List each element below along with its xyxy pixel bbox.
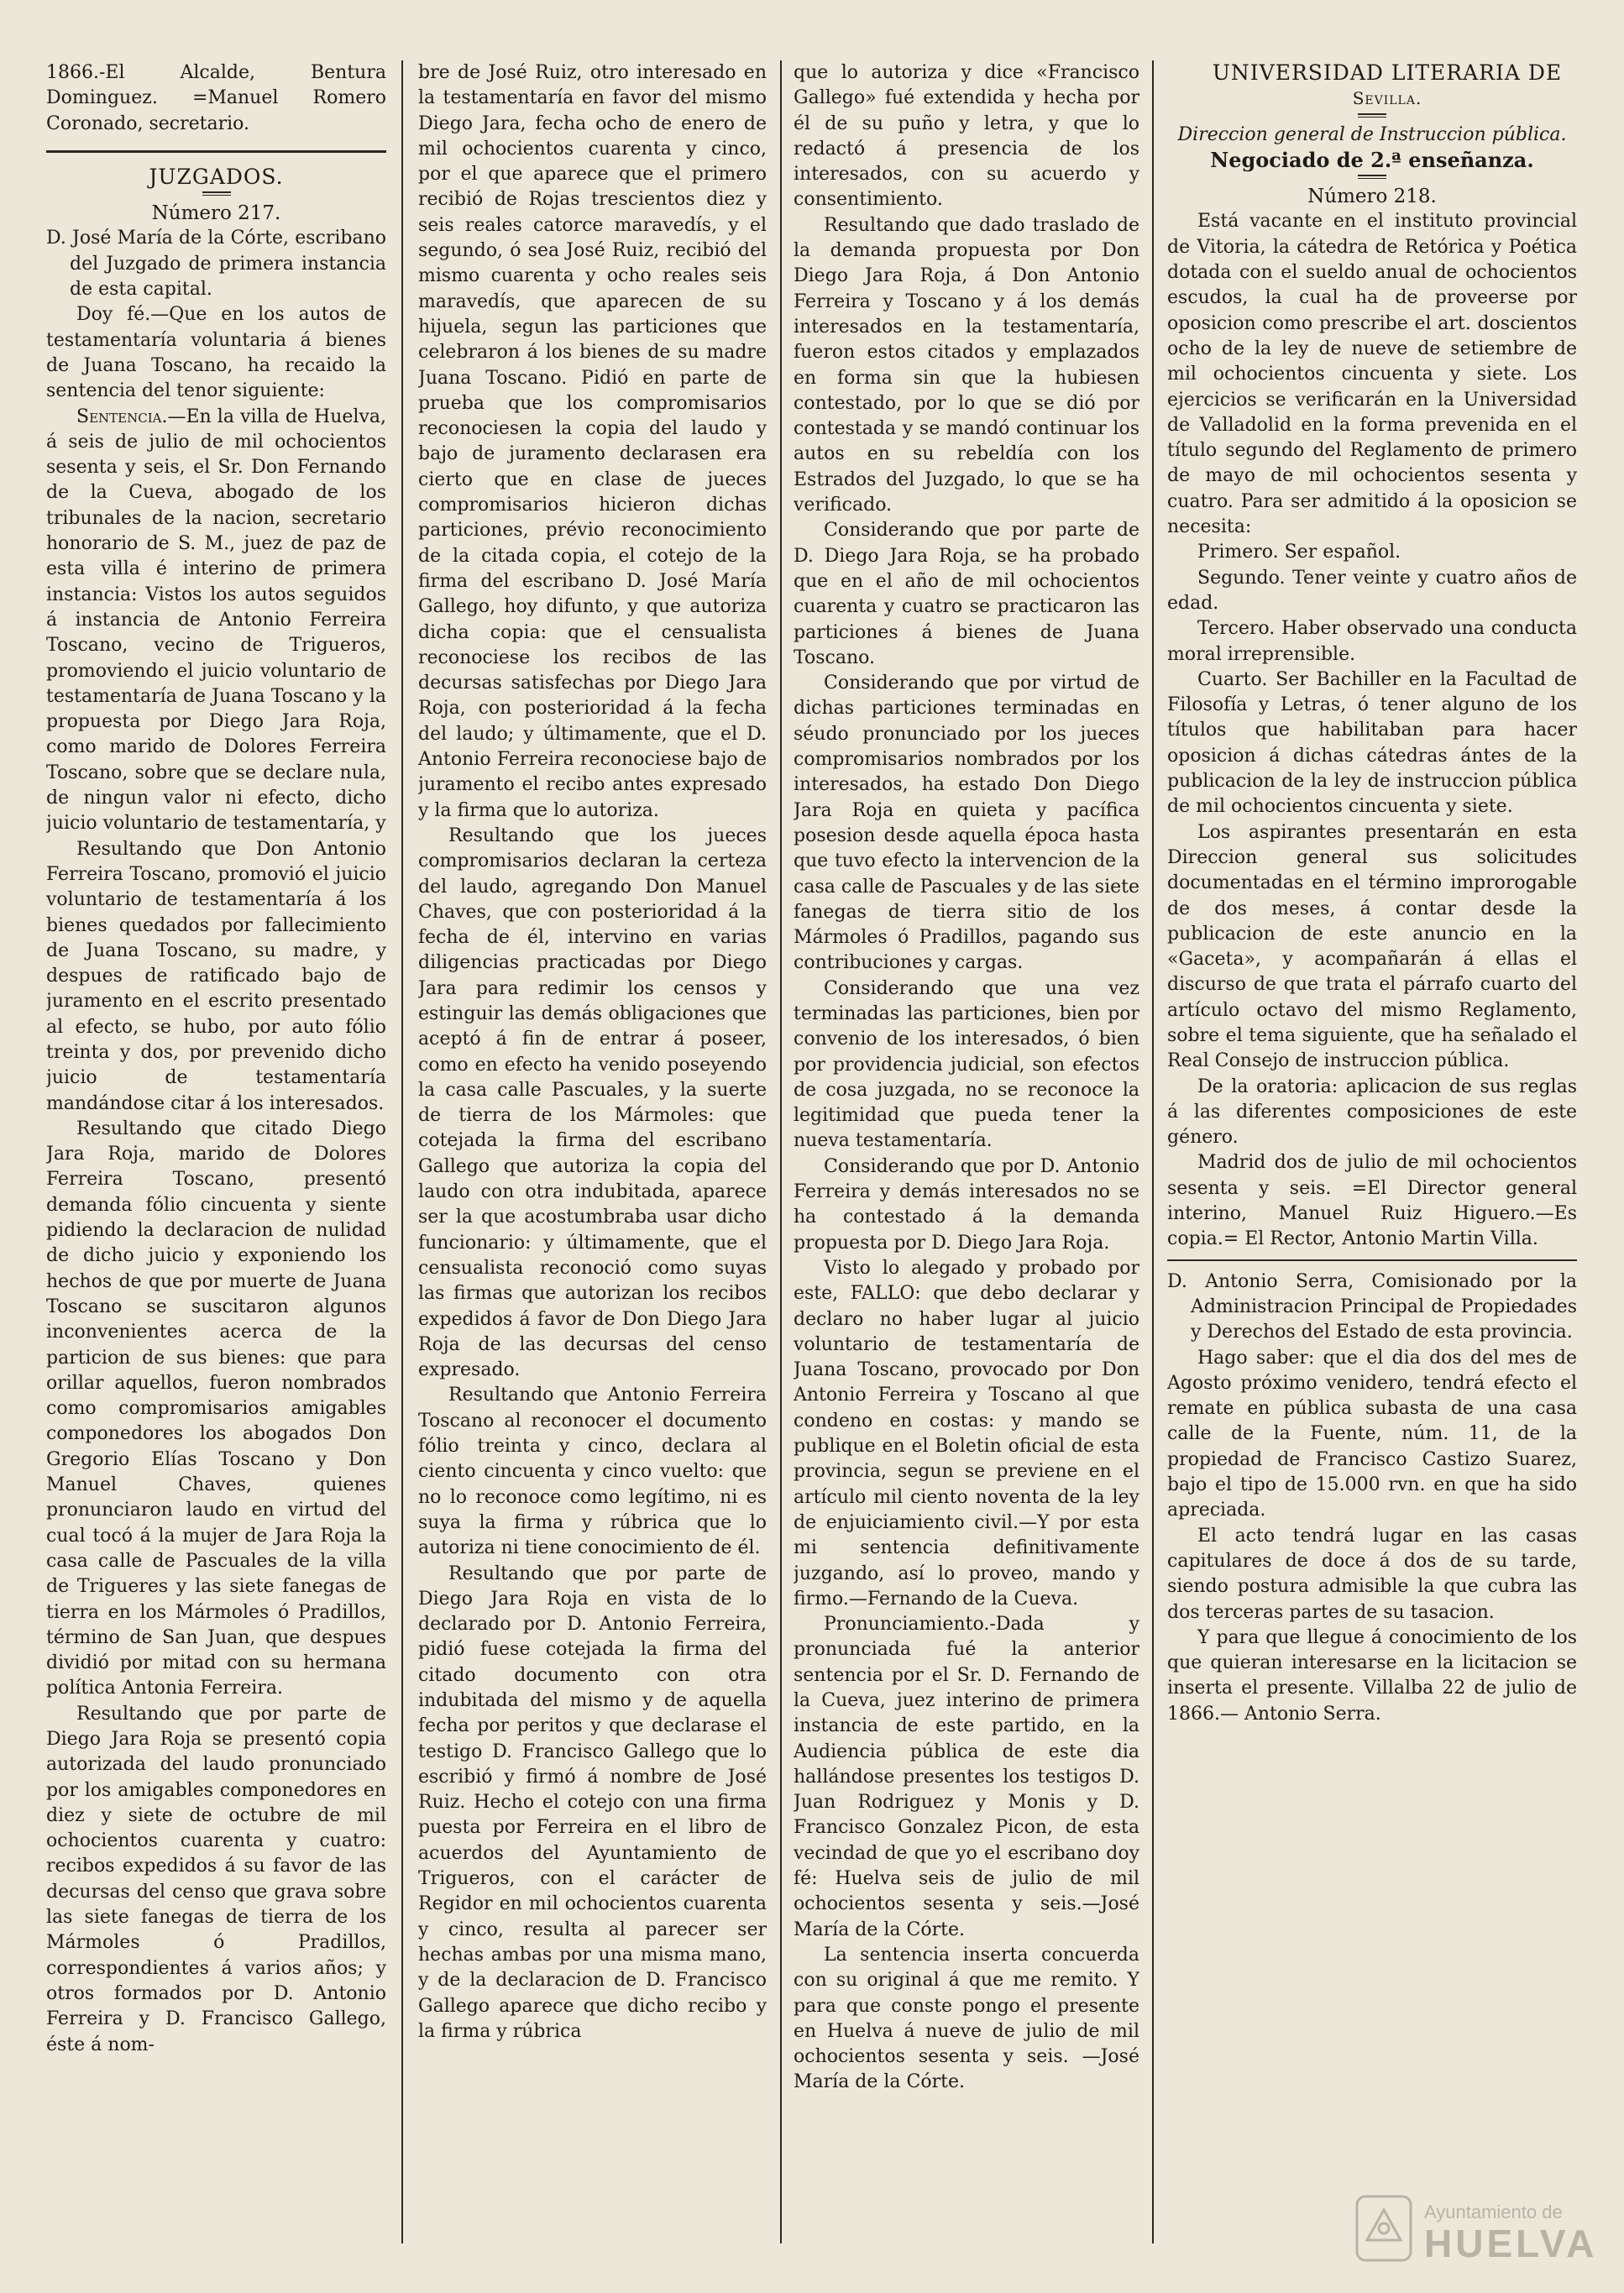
notice-divider	[1167, 1259, 1577, 1261]
sentencia-text: —En la villa de Huelva, á seis de julio de mil ochocientos sesenta y seis, el Sr. Don Fernando de la Cueva, abogado de los tribunales de la nacion, secretario honorario de S. M., juez de paz de esta villa é interino de primera instancia: Vistos los autos seguidos á instancia de Antonio Ferreira Toscano, vecino de Trigueros, promoviendo el juicio voluntario de testamentaría de Juana Toscano y la propuesta por Diego Jara Roja, como marido de Dolores Ferreira Toscano, sobre que se declare nula, de ningun valor ni efecto, dicho juicio voluntario de testamentaría, y	[46, 406, 386, 835]
column-rule	[780, 60, 782, 2243]
huelva-watermark-logo	[1352, 2190, 1604, 2267]
direccion-heading: Direccion general de Instruccion pública.	[1177, 123, 1567, 145]
paragraph: Considerando que por virtud de dichas particiones terminadas en séudo pronunciado por los jueces compromisarios nombrados por los interesados, ha estado Don Diego Jara Roja en quieta y pacífica posesion desde aquella época hasta que tuvo efecto la intervencion de la casa calle de Pascuales y de las siete fanegas de tierra sitio de los Mármoles ó Pradillos, pagando sus contribuciones y cargas.	[794, 673, 1139, 974]
paragraph: Hago saber: que el dia dos del mes de Agosto próximo venidero, tendrá efecto el remate en pública subasta de una casa calle de la Fuente, núm. 11, de la propiedad de Francisco Castizo Suarez, bajo el tipo de 15.000 rvn. en que ha sido apreciada.	[1167, 1347, 1577, 1521]
intro-signature: 1866.-El Alcalde, Bentura Dominguez. =Manuel Romero Coronado, secretario.	[46, 62, 386, 134]
crest-icon	[1357, 2196, 1411, 2260]
paragraph: Considerando que por parte de D. Diego Jara Roja, se ha probado que en el año de mil ochocientos cuarenta y cuatro se practicaron las particiones á bienes de Juana Toscano.	[794, 520, 1139, 668]
notice-number: Número 217.	[151, 202, 281, 225]
title-ornament	[1358, 113, 1386, 118]
watermark-line1: Ayuntamiento de	[1424, 2201, 1563, 2222]
paragraph: Doy fé.—Que en los autos de testamentaría voluntaria á bienes de Juana Toscano, ha recaido la sentencia del tenor siguiente:	[46, 304, 386, 402]
paragraph: bre de José Ruiz, otro interesado en la testamentaría en favor del mismo Diego Jara, fecha ocho de enero de mil ochocientos cuarenta y cinco, por el que aparece que el primero recibió de Rojas trescientos diez y seis reales catorce maravedís, y el segundo, ó sea José Ruiz, recibió del mismo cuarenta y ocho reales seis maravedís, que aparecen de su hijuela, segun las particiones que celebraron á los bienes de su madre Juana Toscano. Pidió en parte de prueba que los compromisarios reconociesen la copia del laudo y bajo de juramento declarasen era cierto que en clase de jueces compromisarios hicieron dichas particiones, prévio reconocimiento de la citada copia, el cotejo de la firma del escribano D. José María Gallego, hoy difunto, y que autoriza dicha copia: que el censualista reconociese los recibos de las decursas satisfechas por Diego Jara Roja, con posterioridad á la fecha del laudo; y últimamente, que el D. Antonio Ferreira reconociese bajo de juramento el recibo antes expresado y la firma que lo autoriza.	[418, 62, 767, 821]
section-title: JUZGADOS.	[149, 164, 284, 189]
paragraph: Segundo. Tener veinte y cuatro años de edad.	[1167, 567, 1577, 614]
paragraph	[46, 405, 386, 837]
column-rule	[401, 60, 403, 2243]
paragraph: Resultando que Antonio Ferreira Toscano al reconocer el documento fólio treinta y cinco, declara al ciento cincuenta y cinco vuelto: que no lo reconoce como legítimo, ni es suya la firma y rúbrica que lo autoriza ni tiene conocimiento de él.	[418, 1385, 767, 1559]
paragraph: Resultando que por parte de Diego Jara Roja se presentó copia autorizada del laudo pronunciado por los amigables componedores en diez y siete de octubre de mil ochocientos cuarenta y cuatro: recibos expedidos á su favor de las decursas del censo que grava sobre las siete fanegas de tierra de los Mármoles ó Pradillos, correspondientes á varios años; y otros formados por D. Antonio Ferreira y D. Francisco Gallego, éste á nom-	[46, 1703, 386, 2055]
paragraph: Los aspirantes presentarán en esta Direccion general sus solicitudes documentadas en el término improrogable de dos meses, á contar desde la publicacion de este anuncio en la «Gaceta», y acompañarán á ellas el discurso de que trata el párrafo cuarto del artículo octavo del mismo Reglamento, sobre el tema siguiente, que ha señalado el Real Consejo de instruccion pública.	[1167, 821, 1577, 1072]
watermark-line2: HUELVA	[1424, 2222, 1598, 2265]
paragraph: Resultando que por parte de Diego Jara Roja en vista de lo declarado por D. Antonio Ferreira, pidió fuese cotejada la firma del citado documento con otra indubitada del mismo y de aquella fecha por peritos y que declarase el testigo D. Francisco Gallego que lo escribió y firmó á nombre de José Ruiz. Hecho el cotejo con una firma puesta por Ferreira en el libro de acuerdos del Ayuntamiento de Trigueros, con el carácter de Regidor en mil ochocientos cuarenta y cinco, resulta al parecer ser hechas ambas por una misma mano, y de la declaracion de D. Francisco Gallego aparece que dicho recibo y la firma y rúbrica	[418, 1563, 767, 2042]
paragraph: Resultando que citado Diego Jara Roja, marido de Dolores Ferreira Toscano, presentó demanda fólio cincuenta y siente pidiendo la declaracion de nulidad de dicho juicio y exponiendo los hechos de que por muerte de Juana Toscano se suscitaron algunos inconvenientes acerca de la particion de sus bienes: que para orillar aquellos, fueron nombrados como compromisarios amigables componedores los abogados Don Gregorio Elías Toscano y Don Manuel Chaves, quienes pronunciaron laudo en virtud del cual tocó á la mujer de Jara Roja la casa calle de Pascuales de la villa de Trigueres y las siete fanegas de tierra en los Mármoles ó Pradillos, término de San Juan, que despues dividió por mitad con su hermana política Antonia Ferreira.	[46, 1118, 386, 1699]
column-4	[1167, 60, 1577, 2243]
paragraph: Considerando que una vez terminadas las particiones, bien por convenio de los interesados, ó bien por providencia judicial, son efectos de cosa juzgada, no se reconoce la legitimidad que pueda tener la nueva testamentaría.	[794, 977, 1139, 1152]
title-ornament	[202, 191, 231, 196]
notice-number: Número 218.	[1307, 186, 1437, 208]
paragraph: Resultando que Don Antonio Ferreira Toscano, promovió el juicio voluntario de testamentaría á los bienes quedados por fallecimiento de Juana Toscano, su madre, y despues de ratificado bajo de juramento en el escrito presentado al efecto, se hubo, por auto fólio treinta y dos, por prevenido dicho juicio de testamentaría mandándose citar á los interesados.	[46, 838, 386, 1114]
paragraph: Resultando que dado traslado de la demanda propuesta por Don Diego Jara Roja, á Don Antonio Ferreira y Toscano y á los demás interesados en la testamentaría, fueron estos citados y emplazados en forma sin que la hubiesen contestado, por lo que se dió por contestada y se mandó continuar los autos en su rebeldía con los Estrados del Juzgado, lo que se ha verificado.	[794, 214, 1139, 516]
paragraph: D. Antonio Serra, Comisionado por la Administracion Principal de Propiedades y Derechos del Estado de esta provincia.	[1167, 1270, 1577, 1343]
section-divider	[46, 150, 386, 153]
paragraph: Considerando que por D. Antonio Ferreira y demás interesados no se ha contestado á la demanda propuesta por D. Diego Jara Roja.	[794, 1155, 1139, 1254]
paragraph: Visto lo alegado y probado por este, FALLO: que debo declarar y declaro no haber lugar al juicio voluntario de testamentaría de Juana Toscano, provocado por Don Antonio Ferreira y Toscano al que condeno en costas: y mando se publique en el Boletin oficial de esta provincia, segun se previene en el artículo mil ciento noventa de la ley de enjuiciamiento civil.—Y por esta mi sentencia definitivamente juzgando, así lo proveo, mando y firmo.—Fernando de la Cueva.	[794, 1257, 1139, 1610]
paragraph: Cuarto. Ser Bachiller en la Facultad de Filosofía y Letras, ó tener alguno de los títulos que habilitaban para hacer oposicion á dichas cátedras ántes de la publicacion de la ley de instruccion pública de mil ochocientos cincuenta y siete.	[1167, 668, 1577, 818]
negociado-heading: Negociado de 2.ª enseñanza.	[1210, 147, 1534, 172]
paragraph: D. José María de la Córte, escribano del Juzgado de primera instancia de esta capital.	[46, 228, 386, 301]
paragraph: Está vacante en el instituto provincial de Vitoria, la cátedra de Retórica y Poética dotada con el sueldo anual de ochocientos escudos, la cual ha de proveerse por oposicion como prescribe el art. doscientos ocho de la ley de nueve de setiembre de mil ochocientos cincuenta y siete. Los ejercicios se verificarán en la Universidad de Valladolid en la forma prevenida en el título segundo del Reglamento de primero de mayo de mil ochocientos sesenta y cuatro. Para ser admitido á la oposicion se necesita:	[1167, 211, 1577, 538]
paragraph: Madrid dos de julio de mil ochocientos sesenta y seis. =El Director general interino, Manuel Ruiz Higuero.—Es copia.= El Rector, Antonio Martin Villa.	[1167, 1152, 1577, 1250]
university-title: UNIVERSIDAD LITERARIA DE	[1212, 60, 1563, 85]
paragraph: que lo autoriza y dice «Francisco Gallego» fué extendida y hecha por él de su puño y letra, y que lo redactó á presencia de los interesados, con su acuerdo y consentimiento.	[794, 62, 1139, 211]
paragraph: Tercero. Haber observado una conducta moral irreprensible.	[1167, 618, 1577, 665]
paragraph: De la oratoria: aplicacion de sus reglas á las diferentes composiciones de este género.	[1167, 1076, 1577, 1149]
column-1	[46, 60, 386, 2243]
paragraph: El acto tendrá lugar en las casas capitulares de doce á dos de su tarde, siendo postura admisible la que cubra las dos terceras partes de su tasacion.	[1167, 1525, 1577, 1623]
title-ornament	[1358, 175, 1386, 179]
column-3	[794, 60, 1139, 2243]
column-2	[418, 60, 767, 2243]
university-city: Sevilla.	[1352, 88, 1422, 109]
paragraph: Resultando que los jueces compromisarios declaran la certeza del laudo, agregando Don Manuel Chaves, que con posterioridad á la fecha de él, intervino en varias diligencias practicadas por Diego Jara para redimir los censos y estinguir las demás obligaciones que aceptó á fin de entrar á poseer, como en efecto ha venido poseyendo la casa calle Pascuales, y la suerte de tierra de los Mármoles: que cotejada la firma del escribano Gallego que autoriza la copia del laudo con otra indubitada, aparece ser la que acostumbraba usar dicho funcionario: y últimamente, que el censualista reconoció como suyas las firmas que autorizan los recibos expedidos á favor de Don Diego Jara Roja de las decursas del censo expresado.	[418, 825, 767, 1381]
column-rule	[1152, 60, 1154, 2243]
paragraph: La sentencia inserta concuerda con su original á que me remito. Y para que conste pongo el presente en Huelva á nueve de julio de mil ochocientos sesenta y seis. —José María de la Córte.	[794, 1944, 1139, 2093]
sentencia-label: Sentencia.	[76, 406, 168, 427]
paragraph: Y para que llegue á conocimiento de los que quieran interesarse en la licitacion se inserta el presente. Villalba 22 de julio de 1866.— Antonio Serra.	[1167, 1626, 1577, 1725]
paragraph: Pronunciamiento.-Dada y pronunciada fué la anterior sentencia por el Sr. D. Fernando de la Cueva, juez interino de primera instancia de este partido, en la Audiencia pública de este dia hallándose presentes los testigos D. Juan Rodriguez y Monis y D. Francisco Gonzalez Picon, de esta vecindad de que yo el escribano doy fé: Huelva seis de julio de mil ochocientos sesenta y seis.—José María de la Córte.	[794, 1614, 1139, 1940]
paragraph: Primero. Ser español.	[1197, 542, 1401, 563]
